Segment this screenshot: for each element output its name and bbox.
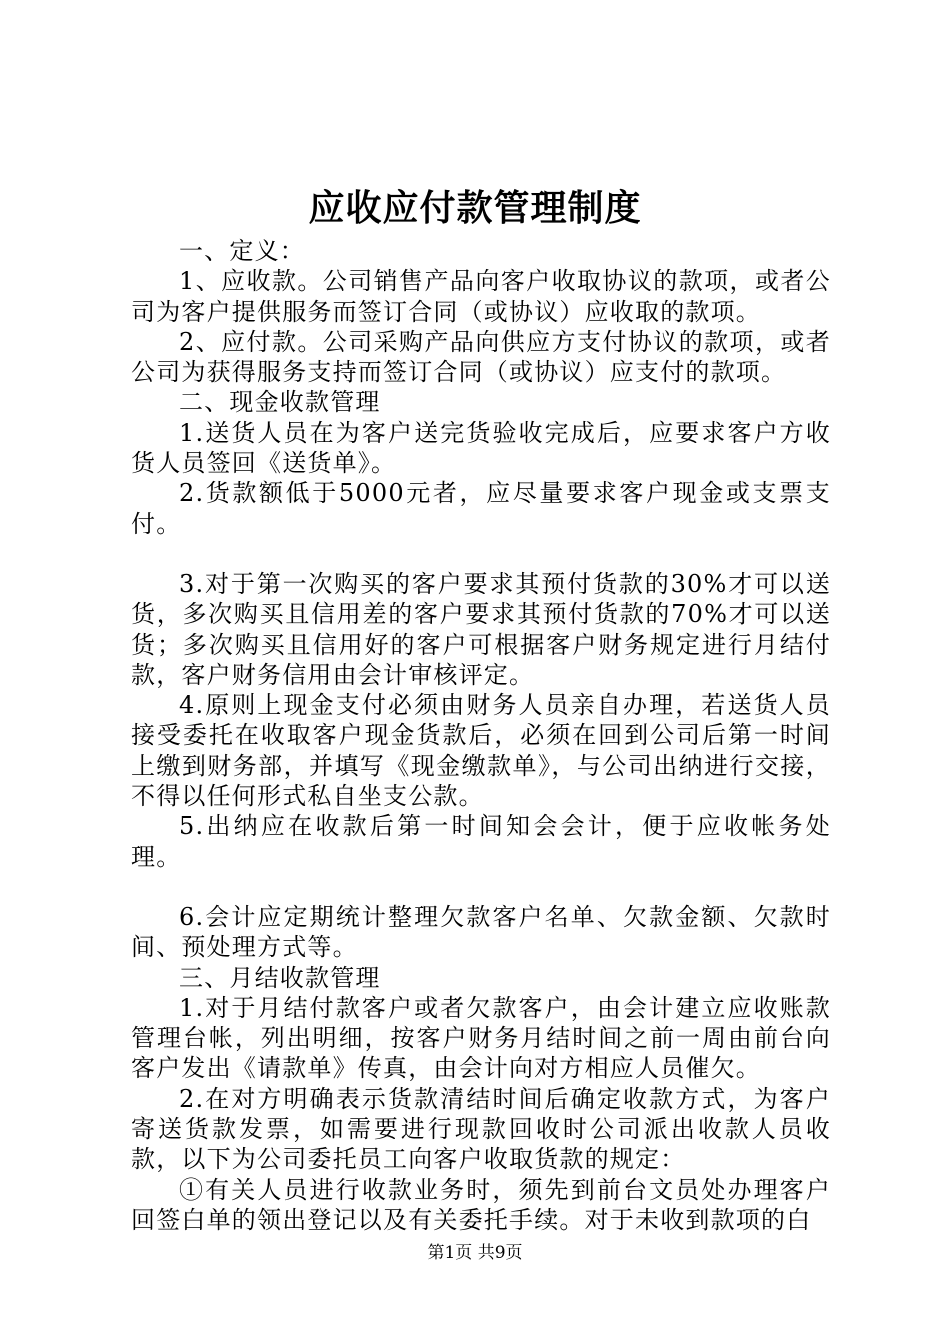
paragraph: 6.会计应定期统计整理欠款客户名单、欠款金额、欠款时间、预处理方式等。	[131, 902, 831, 962]
section-heading: 二、现金收款管理	[179, 388, 381, 417]
section-heading: 三、月结收款管理	[179, 963, 381, 992]
paragraph: 5.出纳应在收款后第一时间知会会计，便于应收帐务处理。	[131, 812, 831, 871]
paragraph: 2.货款额低于5000元者，应尽量要求客户现金或支票支付。	[131, 479, 831, 538]
paragraph: ①有关人员进行收款业务时，须先到前台文员处办理客户回签白单的领出登记以及有关委托手续。对于未收到款项的白	[131, 1175, 831, 1234]
paragraph: 4.原则上现金支付必须由财务人员亲自办理，若送货人员接受委托在收取客户现金货款后，必须在回到公司后第一时间上缴到财务部，并填写《现金缴款单》，与公司出纳进行交接，不得以任何形式私自坐支公款。	[131, 691, 831, 811]
paragraph: 2.在对方明确表示货款清结时间后确定收款方式，为客户寄送货款发票，如需要进行现款回收时公司派出收款人员收款，以下为公司委托员工向客户收取货款的规定：	[131, 1084, 831, 1174]
section-heading: 一、定义：	[179, 237, 305, 265]
paragraph: 1、应收款。公司销售产品向客户收取协议的款项，或者公司为客户提供服务而签订合同（或协议）应收取的款项。	[131, 267, 831, 326]
document-title: 应收应付款管理制度	[308, 187, 642, 229]
paragraph: 1.送货人员在为客户送完货验收完成后，应要求客户方收货人员签回《送货单》。	[131, 418, 831, 478]
page-footer: 第1页 共9页	[427, 1243, 523, 1263]
document-body	[131, 236, 831, 1235]
paragraph: 2、应付款。公司采购产品向供应方支付协议的款项，或者公司为获得服务支持而签订合同（或协议）应支付的款项。	[131, 327, 831, 387]
paragraph: 3.对于第一次购买的客户要求其预付货款的30%才可以送货，多次购买且信用差的客户要求其预付货款的70%才可以送货；多次购买且信用好的客户可根据客户财务规定进行月结付款，客户财务信用由会计审核评定。	[131, 569, 831, 689]
paragraph: 1.对于月结付款客户或者欠款客户，由会计建立应收账款管理台帐，列出明细，按客户财务月结时间之前一周由前台向客户发出《请款单》传真，由会计向对方相应人员催欠。	[131, 993, 831, 1083]
